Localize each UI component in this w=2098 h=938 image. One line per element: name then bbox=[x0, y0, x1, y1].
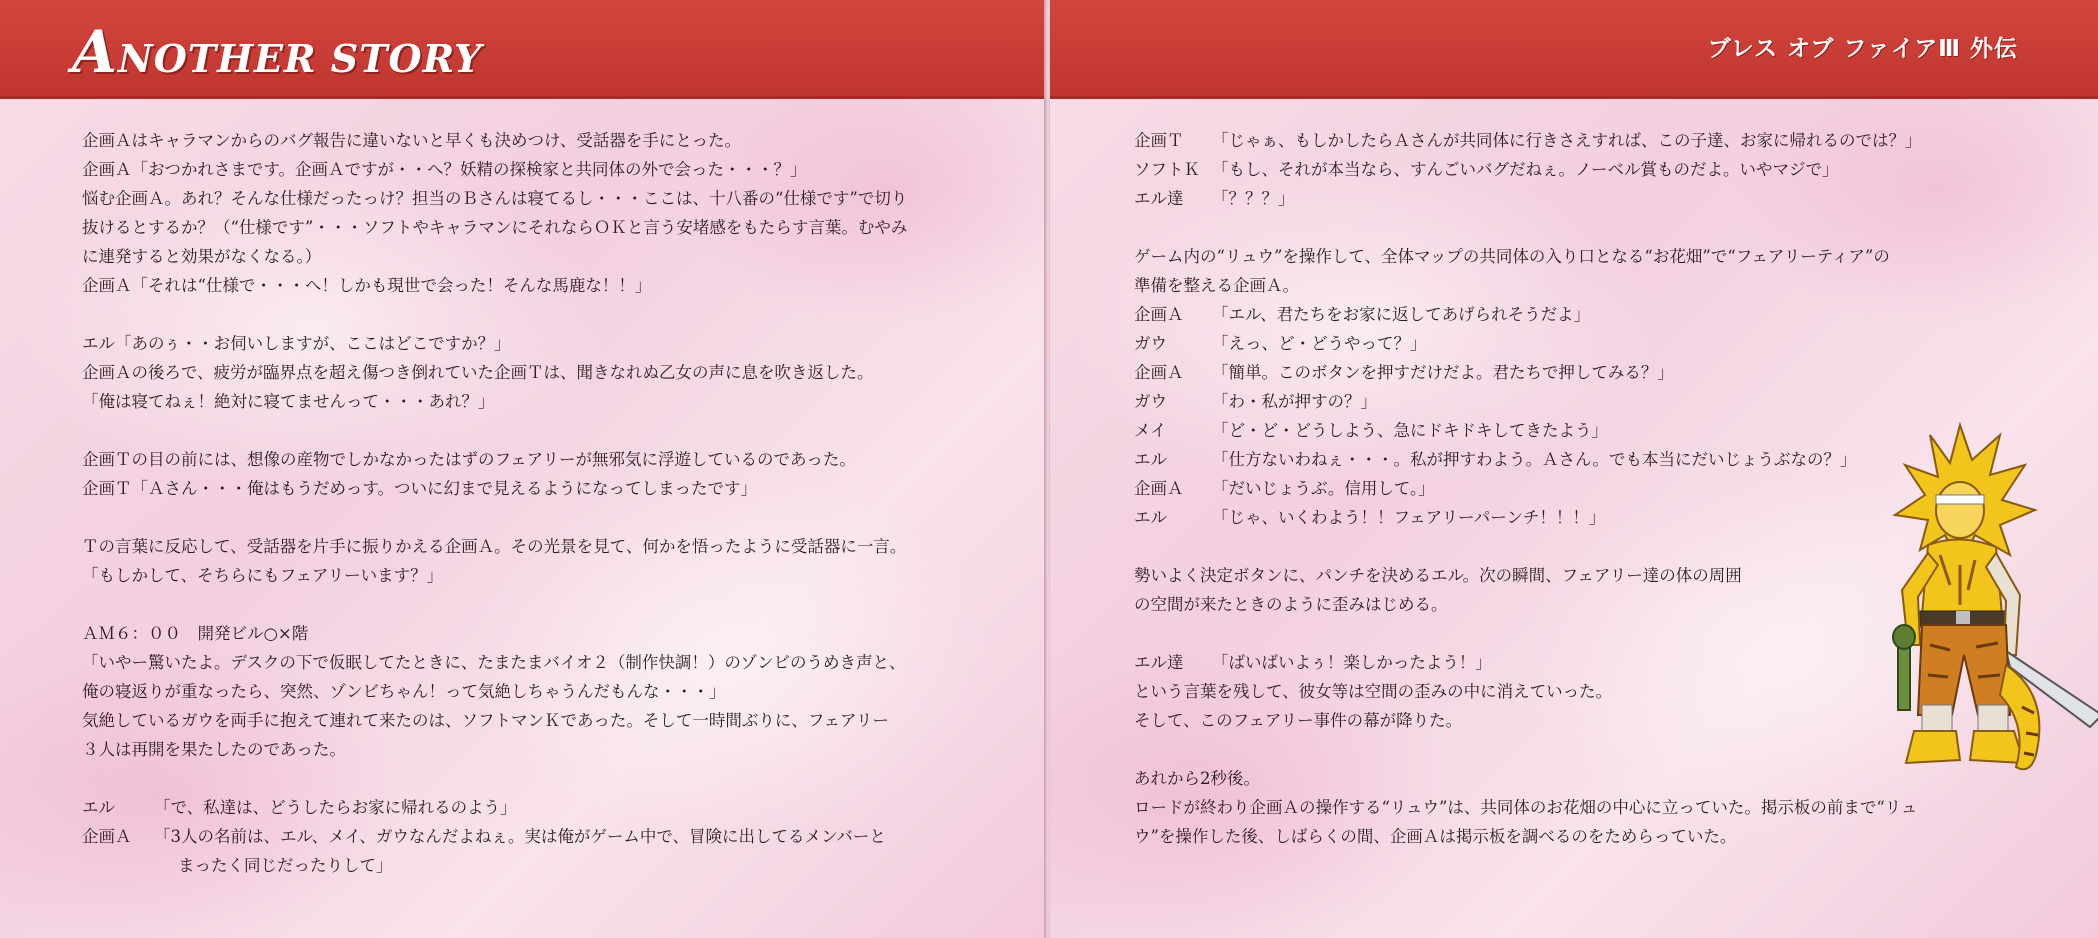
dialog-line bbox=[1134, 155, 2064, 184]
story-line: 気絶しているガウを両手に抱えて連れて来たのは、ソフトマンＫであった。そして一時間ぶりに、フェアリー bbox=[82, 711, 889, 730]
tiger-warrior-illustration bbox=[1810, 415, 2098, 795]
dialog-text: 「じゃぁ、もしかしたらＡさんが共同体に行きさえすれば、この子達、お家に帰れるのでは？」 bbox=[1212, 131, 1922, 150]
story-line: 勢いよく決定ボタンに、パンチを決めるエル。次の瞬間、フェアリー達の体の周囲 bbox=[1134, 566, 1742, 585]
story-line: そして、このフェアリー事件の幕が降りた。 bbox=[1134, 711, 1463, 730]
dialog-text: 「ばいばいよぅ！楽しかったよう！」 bbox=[1212, 653, 1492, 672]
story-line: 準備を整える企画Ａ。 bbox=[1134, 276, 1299, 295]
story-line: 企画Ａはキャラマンからのバグ報告に違いないと早くも決めつけ、受話器を手にとった。 bbox=[82, 131, 742, 150]
dialog-text: 「3人の名前は、エル、メイ、ガウなんだよねぇ。実は俺がゲーム中で、冒険に出してるメンバーと bbox=[154, 827, 886, 846]
left-header-bar bbox=[0, 0, 1046, 99]
story-line: ウ”を操作した後、しばらくの間、企画Ａは掲示板を調べるのをためらっていた。 bbox=[1134, 827, 1737, 846]
speaker-name: エル bbox=[82, 798, 115, 817]
speaker-name: 企画Ａ bbox=[1134, 363, 1184, 382]
dialog-line bbox=[1134, 329, 2064, 358]
dialog-line bbox=[82, 822, 982, 851]
speaker-name: メイ bbox=[1134, 421, 1167, 440]
speaker-name: 企画Ｔ bbox=[1134, 131, 1184, 150]
story-line: Ｔの言葉に反応して、受話器を片手に振りかえる企画Ａ。その光景を見て、何かを悟ったように受話器に一言。 bbox=[82, 537, 907, 556]
story-line: 企画Ａ「それは“仕様で・・・へ！しかも現世で会った！そんな馬鹿な！！」 bbox=[82, 276, 652, 295]
dialog-text: 「ど・ど・どうしよう、急にドキドキしてきたよう」 bbox=[1212, 421, 1608, 440]
story-line: 企画Ａの後ろで、疲労が臨界点を超え傷つき倒れていた企画Ｔは、聞きなれぬ乙女の声に息を吹き返した。 bbox=[82, 363, 874, 382]
story-line: ３人は再開を果たしたのであった。 bbox=[82, 740, 346, 759]
page-title: ANOTHER STORY bbox=[72, 18, 483, 86]
speaker-name: 企画Ａ bbox=[82, 827, 132, 846]
speaker-name: ガウ bbox=[1134, 392, 1167, 411]
story-line: という言葉を残して、彼女等は空間の歪みの中に消えていった。 bbox=[1134, 682, 1613, 701]
speaker-name: エル達 bbox=[1134, 189, 1184, 208]
dialog-text: 「簡単。このボタンを押すだけだよ。君たちで押してみる？」 bbox=[1212, 363, 1674, 382]
right-page bbox=[1050, 0, 2098, 938]
story-line: あれから2秒後。 bbox=[1134, 769, 1260, 788]
speaker-name: 企画Ａ bbox=[1134, 305, 1184, 324]
story-line: 抜けるとするか？（“仕様です”・・・ソフトやキャラマンにそれならＯＫと言う安堵感をもたらす言葉。むやみ bbox=[82, 218, 908, 237]
dialog-text: 「わ・私が押すの？」 bbox=[1212, 392, 1377, 411]
left-story-text bbox=[82, 126, 982, 880]
dialog-line bbox=[82, 793, 982, 822]
story-line: 悩む企画Ａ。あれ？そんな仕様だったっけ？担当のＢさんは寝てるし・・・ここは、十八番の“仕様です”で切り bbox=[82, 189, 908, 208]
story-line: に連発すると効果がなくなる。） bbox=[82, 247, 322, 266]
story-line: の空間が来たときのように歪みはじめる。 bbox=[1134, 595, 1448, 614]
story-line: 「俺は寝てねぇ！絶対に寝てませんって・・・あれ？」 bbox=[82, 392, 495, 411]
dialog-line bbox=[1134, 300, 2064, 329]
series-title: ブレス オブ ファイアⅢ 外伝 bbox=[1707, 36, 2018, 62]
dialog-text: 「仕方ないわねぇ・・・。私が押すわよう。Ａさん。でも本当にだいじょうぶなの？」 bbox=[1212, 450, 1857, 469]
story-line: エル「あのぅ・・お伺いしますが、ここはどこですか？」 bbox=[82, 334, 511, 353]
dialog-line bbox=[1134, 126, 2064, 155]
story-line: 「もしかして、そちらにもフェアリーいます？」 bbox=[82, 566, 444, 585]
dialog-text: 「じゃ、いくわよう！！フェアリーパーンチ！！！」 bbox=[1212, 508, 1606, 527]
dialog-line bbox=[1134, 387, 2064, 416]
story-line: 「いやー驚いたよ。デスクの下で仮眠してたときに、たまたまバイオ２（制作快調！）のゾンビのうめき声と、 bbox=[82, 653, 906, 672]
dialog-text: 「だいじょうぶ。信用して。」 bbox=[1212, 479, 1435, 498]
speaker-name: 企画Ａ bbox=[1134, 479, 1184, 498]
story-line: ロードが終わり企画Ａの操作する“リュウ”は、共同体のお花畑の中心に立っていた。掲示板の前まで“リュ bbox=[1134, 798, 1918, 817]
dialog-text: 「エル、君たちをお家に返してあげられそうだよ」 bbox=[1212, 305, 1591, 324]
story-line: 俺の寝返りが重なったら、突然、ゾンビちゃん！って気絶しちゃうんだもんな・・・」 bbox=[82, 682, 726, 701]
dialog-text: 「えっ、ど・どうやって？」 bbox=[1212, 334, 1427, 353]
dialog-line bbox=[1134, 184, 2064, 213]
story-line: ＡＭ６：００ 開発ビル○×階 bbox=[82, 624, 309, 643]
story-line: ゲーム内の“リュウ”を操作して、全体マップの共同体の入り口となる“お花畑”で“フェアリーティア”の bbox=[1134, 247, 1890, 266]
speaker-name: エル達 bbox=[1134, 653, 1184, 672]
dialog-text: 「で、私達は、どうしたらお家に帰れるのよう」 bbox=[154, 798, 517, 817]
speaker-name: エル bbox=[1134, 450, 1167, 469]
speaker-name: ガウ bbox=[1134, 334, 1167, 353]
story-line: 企画Ｔの目の前には、想像の産物でしかなかったはずのフェアリーが無邪気に浮遊しているのであった。 bbox=[82, 450, 856, 469]
right-header-bar bbox=[1050, 0, 2098, 99]
dialog-continuation: まったく同じだったりして」 bbox=[178, 856, 393, 875]
dialog-line bbox=[1134, 358, 2064, 387]
story-line: 企画Ｔ「Ａさん・・・俺はもうだめっす。ついに幻まで見えるようになってしまったです」 bbox=[82, 479, 758, 498]
dialog-text: 「もし、それが本当なら、すんごいバグだねぇ。ノーベル賞ものだよ。いやマジで」 bbox=[1212, 160, 1839, 179]
speaker-name: ソフトＫ bbox=[1134, 160, 1200, 179]
story-line: 企画Ａ「おつかれさまです。企画Ａですが・・へ？妖精の探検家と共同体の外で会った・・・？」 bbox=[82, 160, 807, 179]
speaker-name: エル bbox=[1134, 508, 1167, 527]
left-page bbox=[0, 0, 1046, 938]
dialog-text: 「？？？」 bbox=[1212, 189, 1295, 208]
